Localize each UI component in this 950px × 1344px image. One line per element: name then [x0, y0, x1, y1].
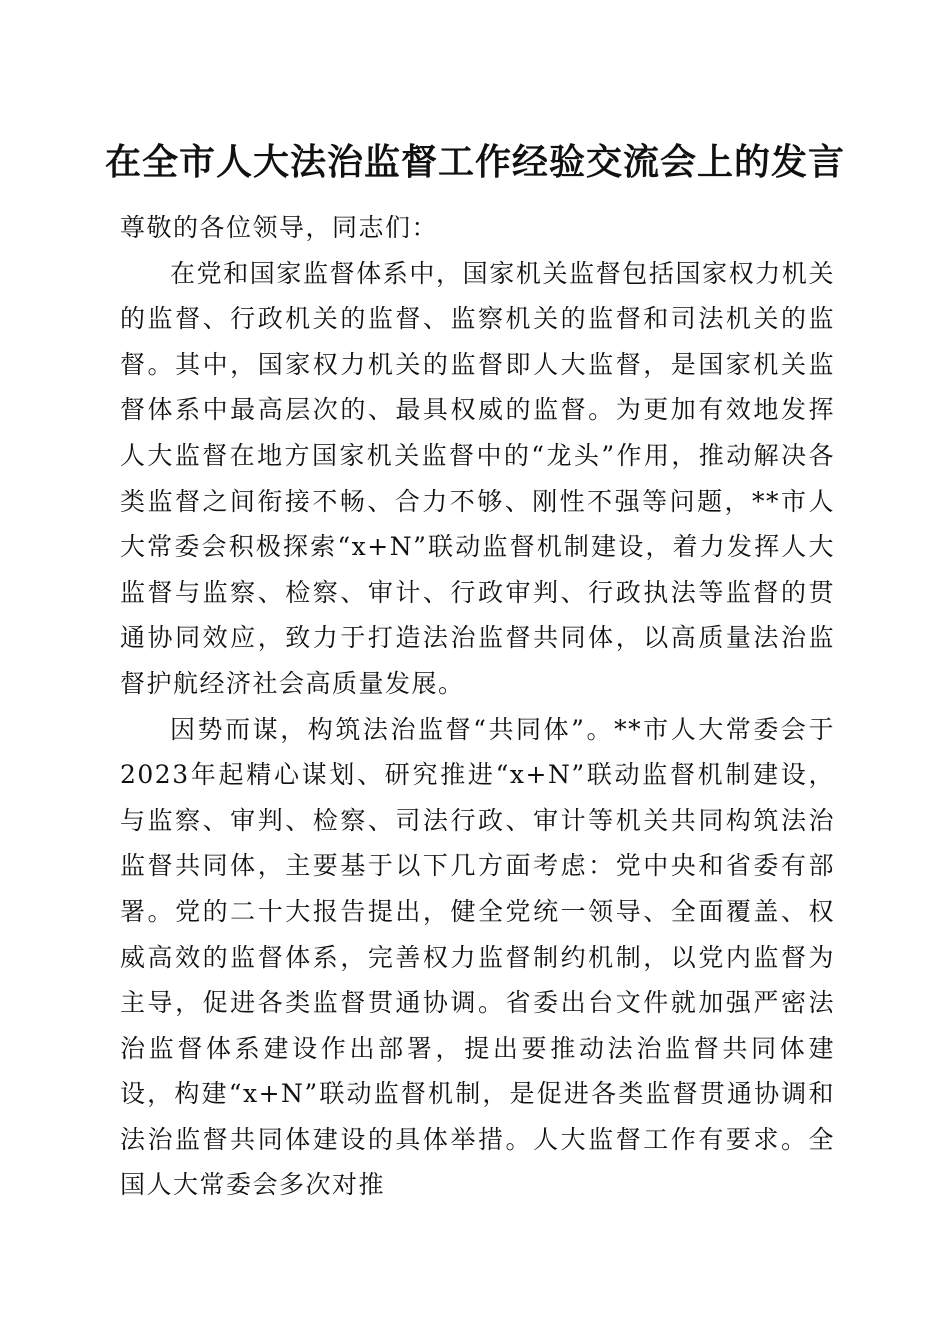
paragraph-2: 因势而谋，构筑法治监督“共同体”。**市人大常委会于2023年起精心谋划、研究推进“x+N”联动监督机制建设，与监察、审判、检察、司法行政、审计等机关共同构筑法治监督共同体，主要基于以下几方面考虑：党中央和省委有部署。党的二十大报告提出，健全党统一领导、全面覆盖、权威高效的监督体系，完善权力监督制约机制，以党内监督为主导，促进各类监督贯通协调。省委出台文件就加强严密法治监督体系建设作出部署，提出要推动法治监督共同体建设，构建“x+N”联动监督机制，是促进各类监督贯通协调和法治监督共同体建设的具体举措。人大监督工作有要求。全国人大常委会多次对推 [120, 714, 835, 1200]
document-body [120, 205, 835, 1208]
document-title: 在全市人大法治监督工作经验交流会上的发言 [104, 141, 845, 183]
salutation: 尊敬的各位领导，同志们： [120, 213, 439, 242]
paragraph-1: 在党和国家监督体系中，国家机关监督包括国家权力机关的监督、行政机关的监督、监察机关的监督和司法机关的监督。其中，国家权力机关的监督即人大监督，是国家机关监督体系中最高层次的、最具权威的监督。为更加有效地发挥人大监督在地方国家机关监督中的“龙头”作用，推动解决各类监督之间衔接不畅、合力不够、刚性不强等问题，**市人大常委会积极探索“x+N”联动监督机制建设，着力发挥人大监督与监察、检察、审计、行政审判、行政执法等监督的贯通协同效应，致力于打造法治监督共同体，以高质量法治监督护航经济社会高质量发展。 [120, 258, 835, 698]
